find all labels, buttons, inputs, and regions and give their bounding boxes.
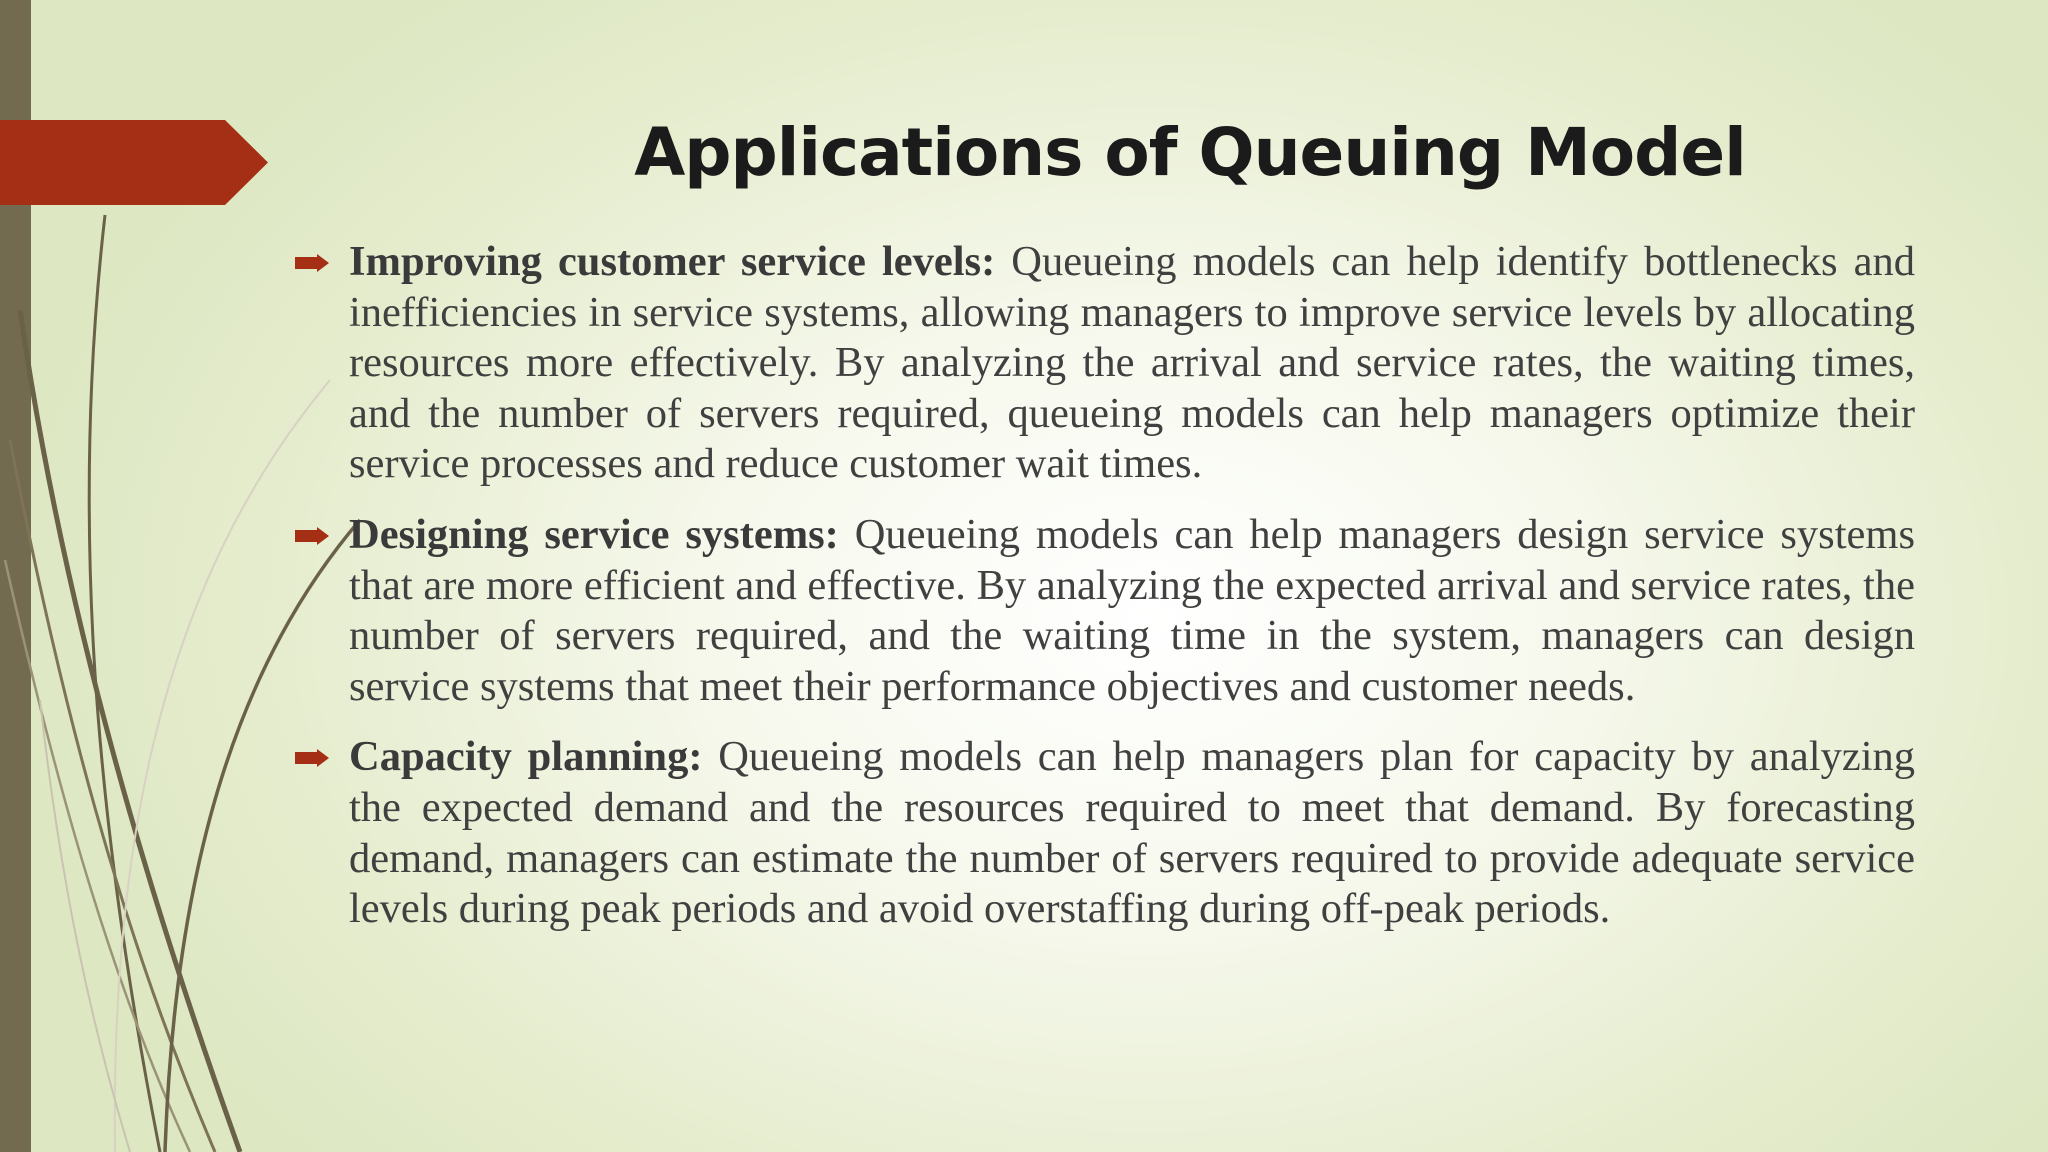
- list-item: [295, 237, 1915, 490]
- item-text: Queueing models can help managers plan for capacity by analyzing the expected demand and the resources required to meet that demand. By forecasting demand, managers can estimate the number of servers required to provide adequate service levels during peak periods and avoid overstaffing during off-peak periods.: [349, 733, 1915, 933]
- slide-title: Applications of Queuing Model: [634, 114, 1746, 191]
- list-item: [295, 510, 1915, 712]
- arrow-bullet-icon: [295, 749, 329, 767]
- list-item: [295, 732, 1915, 934]
- bullet-list: [295, 237, 1915, 955]
- title-arrow-banner: [0, 120, 270, 205]
- arrow-bullet-icon: [295, 527, 329, 545]
- item-text: Queueing models can help managers design service systems that are more efficient and effective. By analyzing the expected arrival and service rates, the number of servers required, and the waiting time in the system, managers can design service systems that meet their performance objectives and customer needs.: [349, 510, 1915, 710]
- arrow-bullet-icon: [295, 254, 329, 272]
- item-heading: Improving customer service levels:: [349, 238, 1012, 285]
- item-heading: Designing service systems:: [349, 510, 855, 558]
- item-heading: Capacity planning:: [349, 733, 719, 781]
- item-text: Queueing models can help identify bottlenecks and inefficiencies in service systems, allowing managers to improve service levels by allocating resources more effectively. By analyzing the arrival and service rates, the waiting times, and the number of servers required, queueing models can help managers optimize their service processes and reduce customer wait times.: [349, 238, 1915, 488]
